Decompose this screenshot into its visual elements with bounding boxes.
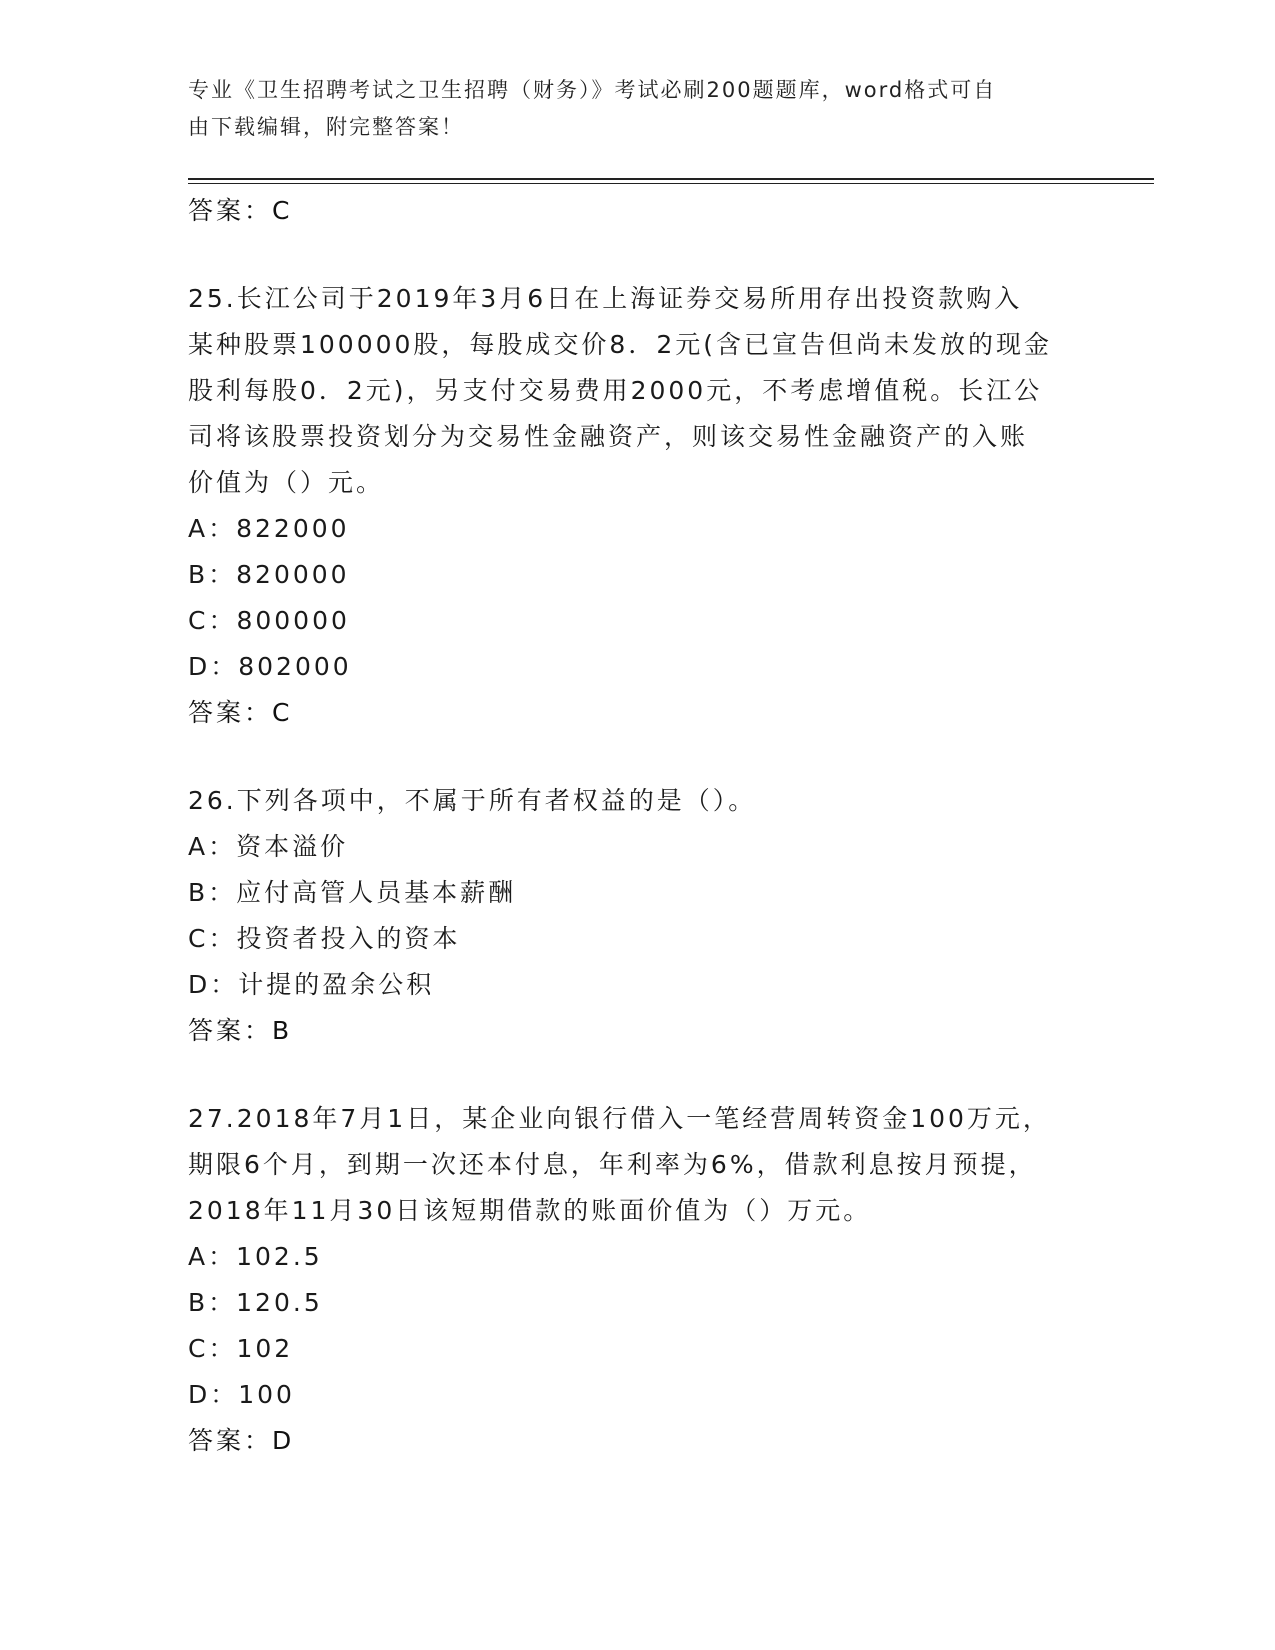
answer: 答案：B — [188, 1016, 293, 1045]
option-d: D：802000 — [188, 652, 352, 681]
document-body — [188, 188, 1088, 1464]
option-d: D：100 — [188, 1380, 295, 1409]
question-27 — [188, 1096, 1088, 1464]
spacer — [188, 1054, 1088, 1096]
question-text-line: 价值为（）元。 — [188, 468, 385, 497]
option-a: A：822000 — [188, 514, 350, 543]
option-b: B：820000 — [188, 560, 350, 589]
header-divider-thick — [188, 178, 1154, 180]
question-text-line: 27.2018年7月1日，某企业向银行借入一笔经营周转资金100万元， — [188, 1104, 1051, 1133]
question-text-line: 期限6个月，到期一次还本付息，年利率为6%，借款利息按月预提， — [188, 1150, 1037, 1179]
question-text-line: 2018年11月30日该短期借款的账面价值为（）万元。 — [188, 1196, 872, 1225]
option-b: B：120.5 — [188, 1288, 323, 1317]
option-c: C：800000 — [188, 606, 350, 635]
header-line-1: 专业《卫生招聘考试之卫生招聘（财务）》考试必刷200题题库，word格式可自 — [188, 78, 997, 102]
spacer — [188, 736, 1088, 778]
question-25 — [188, 276, 1088, 736]
question-text-line: 司将该股票投资划分为交易性金融资产，则该交易性金融资产的入账 — [188, 422, 1029, 451]
option-a: A：102.5 — [188, 1242, 323, 1271]
document-header — [188, 72, 1068, 146]
option-b: B：应付高管人员基本薪酬 — [188, 878, 517, 907]
option-d: D：计提的盈余公积 — [188, 970, 435, 999]
question-text-line: 股利每股0．2元)，另支付交易费用2000元，不考虑增值税。长江公 — [188, 376, 1043, 405]
question-26 — [188, 778, 1088, 1054]
answer: 答案：D — [188, 1426, 295, 1455]
answer: 答案：C — [188, 698, 293, 727]
header-line-2: 由下载编辑，附完整答案！ — [188, 115, 464, 139]
option-c: C：102 — [188, 1334, 294, 1363]
answer-prev: 答案：C — [188, 196, 293, 225]
option-c: C：投资者投入的资本 — [188, 924, 461, 953]
question-text-line: 26.下列各项中，不属于所有者权益的是（）。 — [188, 786, 757, 815]
question-text-line: 25.长江公司于2019年3月6日在上海证券交易所用存出投资款购入 — [188, 284, 1023, 313]
header-divider-thin — [188, 183, 1154, 184]
option-a: A：资本溢价 — [188, 832, 349, 861]
question-text-line: 某种股票100000股，每股成交价8．2元(含已宣告但尚未发放的现金 — [188, 330, 1053, 359]
spacer — [188, 234, 1088, 276]
